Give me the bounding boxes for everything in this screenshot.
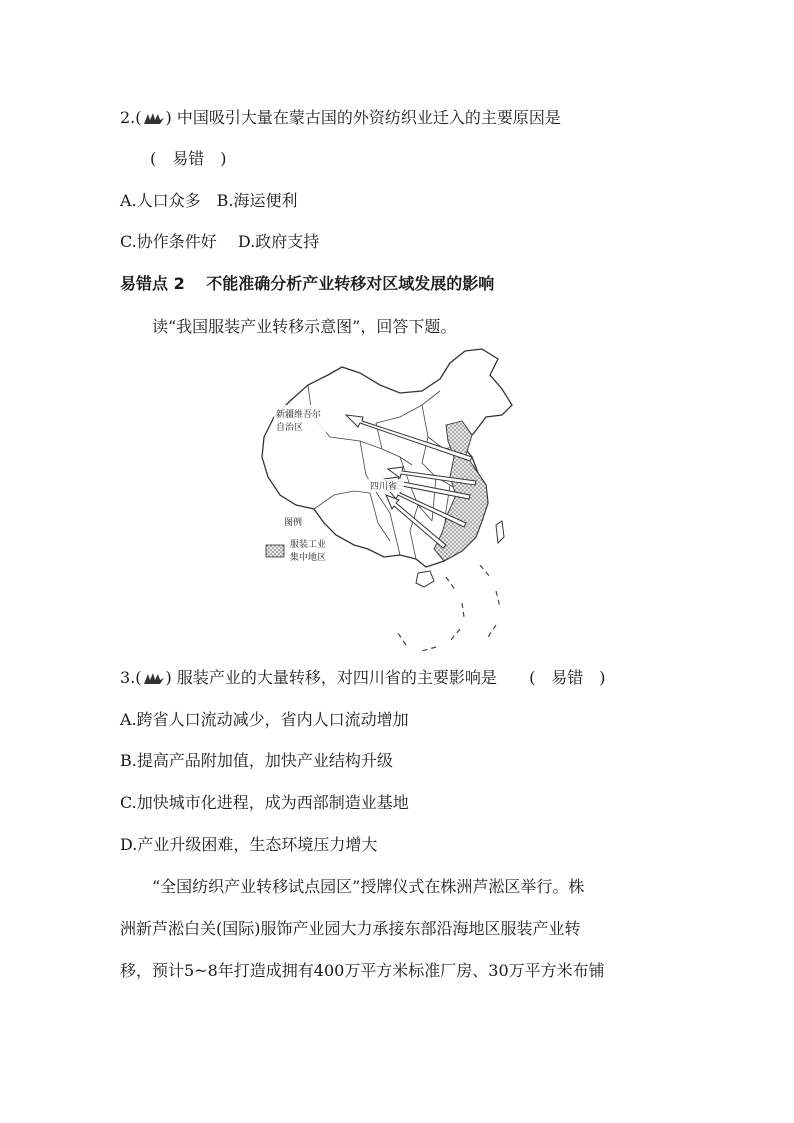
map-label-xinjiang-line2: 自治区 [276, 423, 304, 433]
difficulty-paren-close: ) [165, 668, 172, 687]
taiwan-island [496, 521, 504, 543]
q3-stem: 服装产业的大量转移，对四川省的主要影响是 [176, 668, 497, 687]
q2-stem-line [120, 107, 561, 129]
q3-tag: ( 易错 ) [529, 668, 606, 687]
hainan-island [416, 571, 434, 587]
q2-option-line-2: C.协作条件好 D.政府支持 [120, 232, 320, 251]
legend-label-line2: 集中地区 [290, 553, 327, 563]
q3-option-a: A.跨省人口流动减少，省内人口流动增加 [120, 710, 409, 729]
passage-line-2: 洲新芦淞白关(国际)服饰产业园大力承接东部沿海地区服装产业转 [120, 919, 581, 938]
q3-option-b: B.提高产品附加值，加快产业结构升级 [120, 751, 393, 770]
section-intro: 读“我国服装产业转移示意图”，回答下题。 [152, 317, 457, 336]
q2-option-line-1: A.人口众多 B.海运便利 [120, 191, 298, 210]
map-label-sichuan: 四川省 [370, 482, 398, 492]
q2-tag: ( 易错 ) [150, 149, 227, 168]
difficulty-star-icon [143, 672, 165, 686]
legend-title: 图例 [284, 518, 303, 528]
passage-line-1: “全国纺织产业转移试点园区”授牌仪式在株洲芦淞区举行。株 [152, 877, 585, 896]
difficulty-paren-close: ) [165, 108, 172, 127]
difficulty-star-icon [143, 112, 165, 126]
q2-stem: 中国吸引大量在蒙古国的外资纺织业迁入的主要原因是 [176, 108, 561, 127]
q3-stem-line [120, 667, 606, 689]
legend-label-line1: 服装工业 [290, 540, 327, 550]
legend-swatch [266, 545, 284, 557]
china-clothing-transfer-map [250, 345, 550, 655]
passage-line-3: 移，预计5~8年打造成拥有400万平方米标准厂房、30万平方米布铺 [120, 961, 605, 980]
difficulty-paren-open: ( [135, 668, 142, 687]
q3-option-d: D.产业升级困难，生态环境压力增大 [120, 835, 378, 854]
map-label-xinjiang-line1: 新疆维吾尔 [276, 410, 322, 420]
q3-option-c: C.加快城市化进程，成为西部制造业基地 [120, 793, 409, 812]
q2-number: 2. [120, 108, 136, 127]
section-title: 易错点 2 不能准确分析产业转移对区域发展的影响 [120, 274, 495, 293]
south-china-sea-line [398, 565, 500, 651]
q3-number: 3. [120, 668, 136, 687]
difficulty-paren-open: ( [135, 108, 142, 127]
